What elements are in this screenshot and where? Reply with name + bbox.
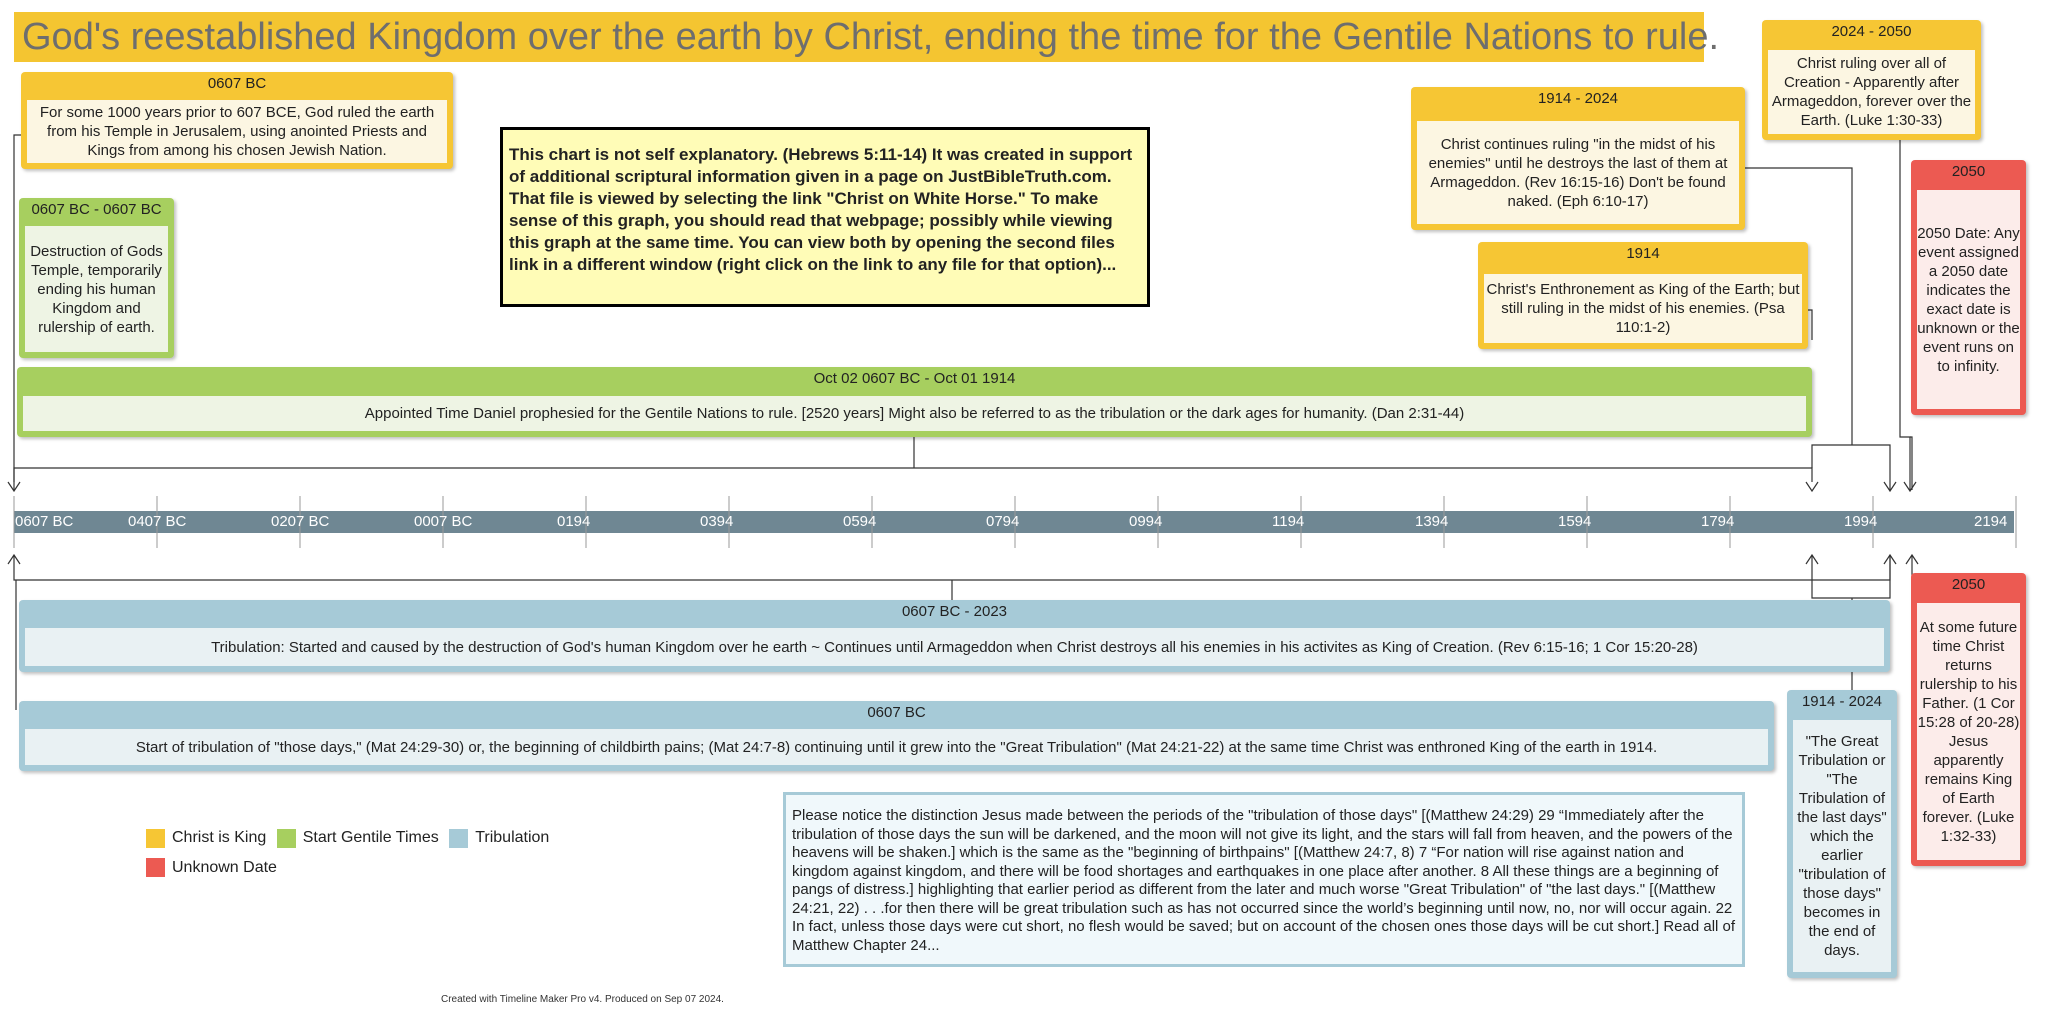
- event-e11[interactable]: [1911, 573, 2026, 866]
- legend-item-tribulation: [449, 826, 549, 850]
- legend-label: Christ is King: [172, 829, 267, 846]
- axis-tick-label: 0407 BC: [128, 513, 187, 530]
- axis-tick-label: 1194: [1272, 513, 1305, 530]
- event-date: 2024 - 2050: [1831, 23, 1912, 40]
- event-date: 0607 BC - 2023: [901, 603, 1008, 620]
- event-text: Tribulation: Started and caused by the destruction of God's human Kingdom over he earth ~ Continues until Armageddon when Christ destroys all his enemies in his activites as King of Creation. (Rev 6:15-16; 1 Cor 15:20-28): [25, 628, 1884, 666]
- legend-label: Start Gentile Times: [302, 829, 439, 846]
- event-text: Destruction of Gods Temple, temporarily ending his human Kingdom and rulership of earth.: [25, 226, 168, 352]
- legend-item-start-gentile-times: [277, 826, 439, 850]
- legend-swatch: [146, 829, 165, 848]
- event-date: Oct 02 0607 BC - Oct 01 1914: [813, 370, 1016, 387]
- disclaimer-note: This chart is not self explanatory. (Hebrews 5:11-14) It was created in support of additional scriptural information given in a page on JustBibleTruth.com. That file is viewed by selecting the link "Christ on White Horse." To make sense of this graph, you should read that webpage; possibly while viewing this graph at the same time. You can view both by opening the second files link in a different window (right click on the link to any file for that option)...: [500, 127, 1150, 307]
- event-date: 0607 BC: [207, 75, 267, 92]
- axis-tick-label: 0607 BC: [15, 513, 74, 530]
- event-text: Start of tribulation of "those days," (Mat 24:29-30) or, the beginning of childbirth pains; (Mat 24:7-8) continuing until it grew into the "Great Tribulation" (Mat 24:21-22) at the same time Christ was enthroned King of the earth in 1914.: [25, 729, 1768, 765]
- footer-credit: Created with Timeline Maker Pro v4. Produced on Sep 07 2024.: [441, 994, 724, 1005]
- event-text: 2050 Date: Any event assigned a 2050 date indicates the exact date is unknown or the event runs on to infinity.: [1917, 190, 2020, 409]
- event-text: At some future time Christ returns rulership to his Father. (1 Cor 15:28 of 20-28) Jesus apparently remains King of Earth forever. (Luke 1:32-33): [1917, 603, 2020, 860]
- event-text: "The Great Tribulation or "The Tribulation of the last days" which the earlier "tribulation of those days" becomes in the end of days.: [1793, 720, 1891, 972]
- legend-swatch: [146, 858, 165, 877]
- legend-item-unknown-date: [146, 856, 277, 880]
- legend-label: Tribulation: [475, 829, 550, 846]
- scripture-quote: Please notice the distinction Jesus made between the periods of the "tribulation of those days" [(Matthew 24:29) 29 “Immediately after the tribulation of those days the sun will be darkened, and the moon will not give its light, and the stars will fall from heaven, and the powers of the heavens will be shaken.] which is the same as the "beginning of birthpains" [(Matthew 24:7, 8) 7 “For nation will rise against nation and kingdom against kingdom, and there will be food shortages and earthquakes in one place after another. 8 All these things are a beginning of pangs of distress.] highlighting that earlier period as different from the later and much worse "Great Tribulation" of "the last days." [(Matthew 24:21, 22) . . .for then there will be great tribulation such as has not occurred since the world’s beginning until now, no, nor will occur again. 22 In fact, unless those days were cut short, no flesh would be saved; but on account of the chosen ones those days will be cut short.] Read all of Matthew Chapter 24...: [783, 792, 1745, 967]
- axis-tick-label: 0394: [700, 513, 734, 530]
- axis-tick-label: 1794: [1701, 513, 1735, 530]
- axis-tick-label: 1594: [1558, 513, 1592, 530]
- axis-tick-label: 0994: [1129, 513, 1163, 530]
- axis-tick-label: 0594: [843, 513, 877, 530]
- event-date: 0607 BC: [867, 704, 926, 721]
- axis-tick-label: 0007 BC: [414, 513, 473, 530]
- event-e9[interactable]: [19, 701, 1774, 771]
- event-text: For some 1000 years prior to 607 BCE, God ruled the earth from his Temple in Jerusalem, using anointed Priests and Kings from among his chosen Jewish Nation.: [27, 100, 447, 163]
- event-date: 2050: [1951, 163, 1986, 180]
- event-date: 1914 - 2024: [1801, 693, 1883, 710]
- event-e8[interactable]: [19, 600, 1890, 672]
- event-text: Appointed Time Daniel prophesied for the Gentile Nations to rule. [2520 years] Might also be referred to as the tribulation or the dark ages for humanity. (Dan 2:31-44): [23, 396, 1806, 431]
- axis-tick-label: 0207 BC: [271, 513, 330, 530]
- event-date: 1914: [1626, 245, 1660, 262]
- event-e10[interactable]: [1787, 690, 1897, 978]
- legend-item-christ-is-king: [146, 826, 266, 850]
- event-text: Christ's Enthronement as King of the Earth; but still ruling in the midst of his enemies. (Psa 110:1-2): [1484, 274, 1802, 343]
- legend-label: Unknown Date: [172, 858, 277, 876]
- event-text: Christ continues ruling "in the midst of his enemies" until he destroys the last of them at Armageddon. (Rev 16:15-16) Don't be found naked. (Eph 6:10-17): [1417, 121, 1739, 224]
- axis-tick-label: 1994: [1844, 513, 1878, 530]
- axis-tick-label: 1394: [1415, 513, 1449, 530]
- event-date: 0607 BC - 0607 BC: [31, 201, 162, 218]
- axis-tick-label: 2194: [1974, 513, 2008, 530]
- axis-tick-label: 0194: [557, 513, 591, 530]
- event-text: Christ ruling over all of Creation - Apparently after Armageddon, forever over the Earth. (Luke 1:30-33): [1768, 50, 1975, 134]
- legend-swatch: [449, 829, 468, 848]
- event-date: 1914 - 2024: [1537, 90, 1619, 107]
- page-title: God's reestablished Kingdom over the earth by Christ, ending the time for the Gentile Nations to rule.: [14, 12, 1704, 62]
- axis-tick-label: 0794: [986, 513, 1020, 530]
- event-date: 2050: [1951, 576, 1986, 593]
- legend: [146, 826, 555, 885]
- legend-swatch: [277, 829, 296, 848]
